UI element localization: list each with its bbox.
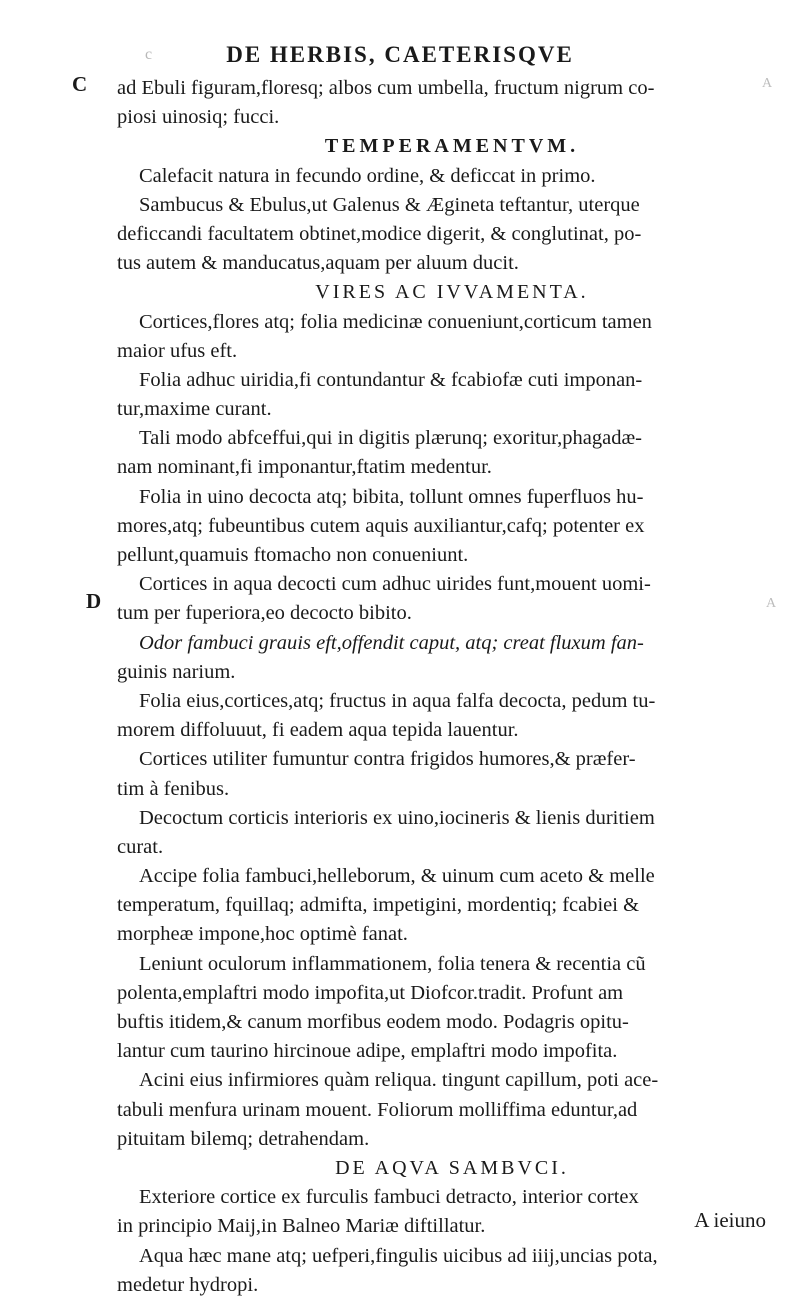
text-line: lantur cum taurino hircinoue adipe, emplaftri modo impofita. xyxy=(117,1040,618,1063)
margin-mark-d: D xyxy=(86,589,102,613)
text-line: tur,maxime curant. xyxy=(117,398,272,421)
text-line: temperatum, fquillaq; admifta, impetigini, mordentiq; fcabiei & xyxy=(117,894,640,917)
running-head-text: DE HERBIS, CAETERISQVE xyxy=(226,42,574,67)
text-line: curat. xyxy=(117,835,164,858)
catchword: A ieiuno xyxy=(694,1208,766,1232)
text-line: piosi uinosiq; fucci. xyxy=(117,106,280,129)
text-line: Acini eius infirmiores quàm reliqua. tingunt capillum, poti ace- xyxy=(139,1069,659,1092)
text-line: Accipe folia fambuci,helleborum, & uinum cum aceto & melle xyxy=(139,865,655,888)
text-line: Folia in uino decocta atq; bibita, tollunt omnes fuperfluos hu- xyxy=(139,485,644,508)
running-head xyxy=(0,42,800,68)
margin-mark-a-middle: A xyxy=(766,596,777,611)
text-line: Calefacit natura in fecundo ordine, & deficcat in primo. xyxy=(139,164,596,187)
text-line: polenta,emplaftri modo impofita,ut Diofcor.tradit. Profunt am xyxy=(117,981,624,1004)
text-line: medetur hydropi. xyxy=(117,1273,259,1296)
text-line: Cortices utiliter fumuntur contra frigidos humores,& præfer- xyxy=(139,748,636,771)
text-line: mores,atq; fubeuntibus cutem aquis auxiliantur,cafq; potenter ex xyxy=(117,514,645,537)
text-line: tum per fuperiora,eo decocto bibito. xyxy=(117,602,412,625)
text-line: Leniunt oculorum inflammationem, folia tenera & recentia cũ xyxy=(139,952,646,975)
text-line: Exteriore cortice ex furculis fambuci detracto, interior cortex xyxy=(139,1186,639,1209)
text-line: Cortices in aqua decocti cum adhuc uirides funt,mouent uomi- xyxy=(139,573,651,596)
margin-mark-c: C xyxy=(72,72,88,96)
text-line: guinis narium. xyxy=(117,660,236,683)
text-line: Folia eius,cortices,atq; fructus in aqua falfa decocta, pedum tu- xyxy=(139,689,656,712)
text-line: morem diffoluuut, fi eadem aqua tepida lauentur. xyxy=(117,719,519,742)
text-line: tabuli menfura urinam mouent. Foliorum molliffima eduntur,ad xyxy=(117,1098,638,1121)
text-line: Aqua hæc mane atq; uefperi,fingulis uicibus ad iiij,uncias pota, xyxy=(139,1244,658,1267)
body-text xyxy=(117,74,787,1300)
text-line: ad Ebuli figuram,floresq; albos cum umbella, fructum nigrum co- xyxy=(117,77,655,99)
text-line: in principio Maij,in Balneo Mariæ diftillatur. xyxy=(117,1215,486,1238)
signet-mark: c xyxy=(145,46,153,63)
text-line: deficcandi facultatem obtinet,modice digerit, & conglutinat, po- xyxy=(117,222,642,245)
text-line: Decoctum corticis interioris ex uino,iocineris & lienis duritiem xyxy=(139,806,655,829)
text-line: maior ufus eft. xyxy=(117,339,238,362)
section-heading: DE AQVA SAMBVCI. xyxy=(335,1156,569,1179)
margin-mark-a-top: A xyxy=(762,76,773,91)
text-line: Cortices,flores atq; folia medicinæ conueniunt,corticum tamen xyxy=(139,310,652,333)
text-line: nam nominant,fi imponantur,ftatim medentur. xyxy=(117,456,492,479)
text-line: pituitam bilemq; detrahendam. xyxy=(117,1127,370,1150)
text-line: tus autem & manducatus,aquam per aluum ducit. xyxy=(117,252,519,275)
section-heading: VIRES AC IVVAMENTA. xyxy=(315,281,589,304)
text-line: tim à fenibus. xyxy=(117,777,230,800)
text-line: Folia adhuc uiridia,fi contundantur & fcabiofæ cuti imponan- xyxy=(139,368,643,391)
text-line: Odor fambuci grauis eft,offendit caput, atq; creat fluxum fan- xyxy=(139,631,644,654)
text-line: Sambucus & Ebulus,ut Galenus & Ægineta teftantur, uterque xyxy=(139,193,640,216)
text-line: buftis itidem,& canum morfibus eodem modo. Podagris opitu- xyxy=(117,1011,629,1033)
text-line: pellunt,quamuis ftomacho non conueniunt. xyxy=(117,544,469,566)
text-line: morpheæ impone,hoc optimè fanat. xyxy=(117,923,408,946)
text-line: Tali modo abfceffui,qui in digitis plærunq; exoritur,phagadæ- xyxy=(139,427,642,450)
section-heading: TEMPERAMENTVM. xyxy=(324,135,580,158)
